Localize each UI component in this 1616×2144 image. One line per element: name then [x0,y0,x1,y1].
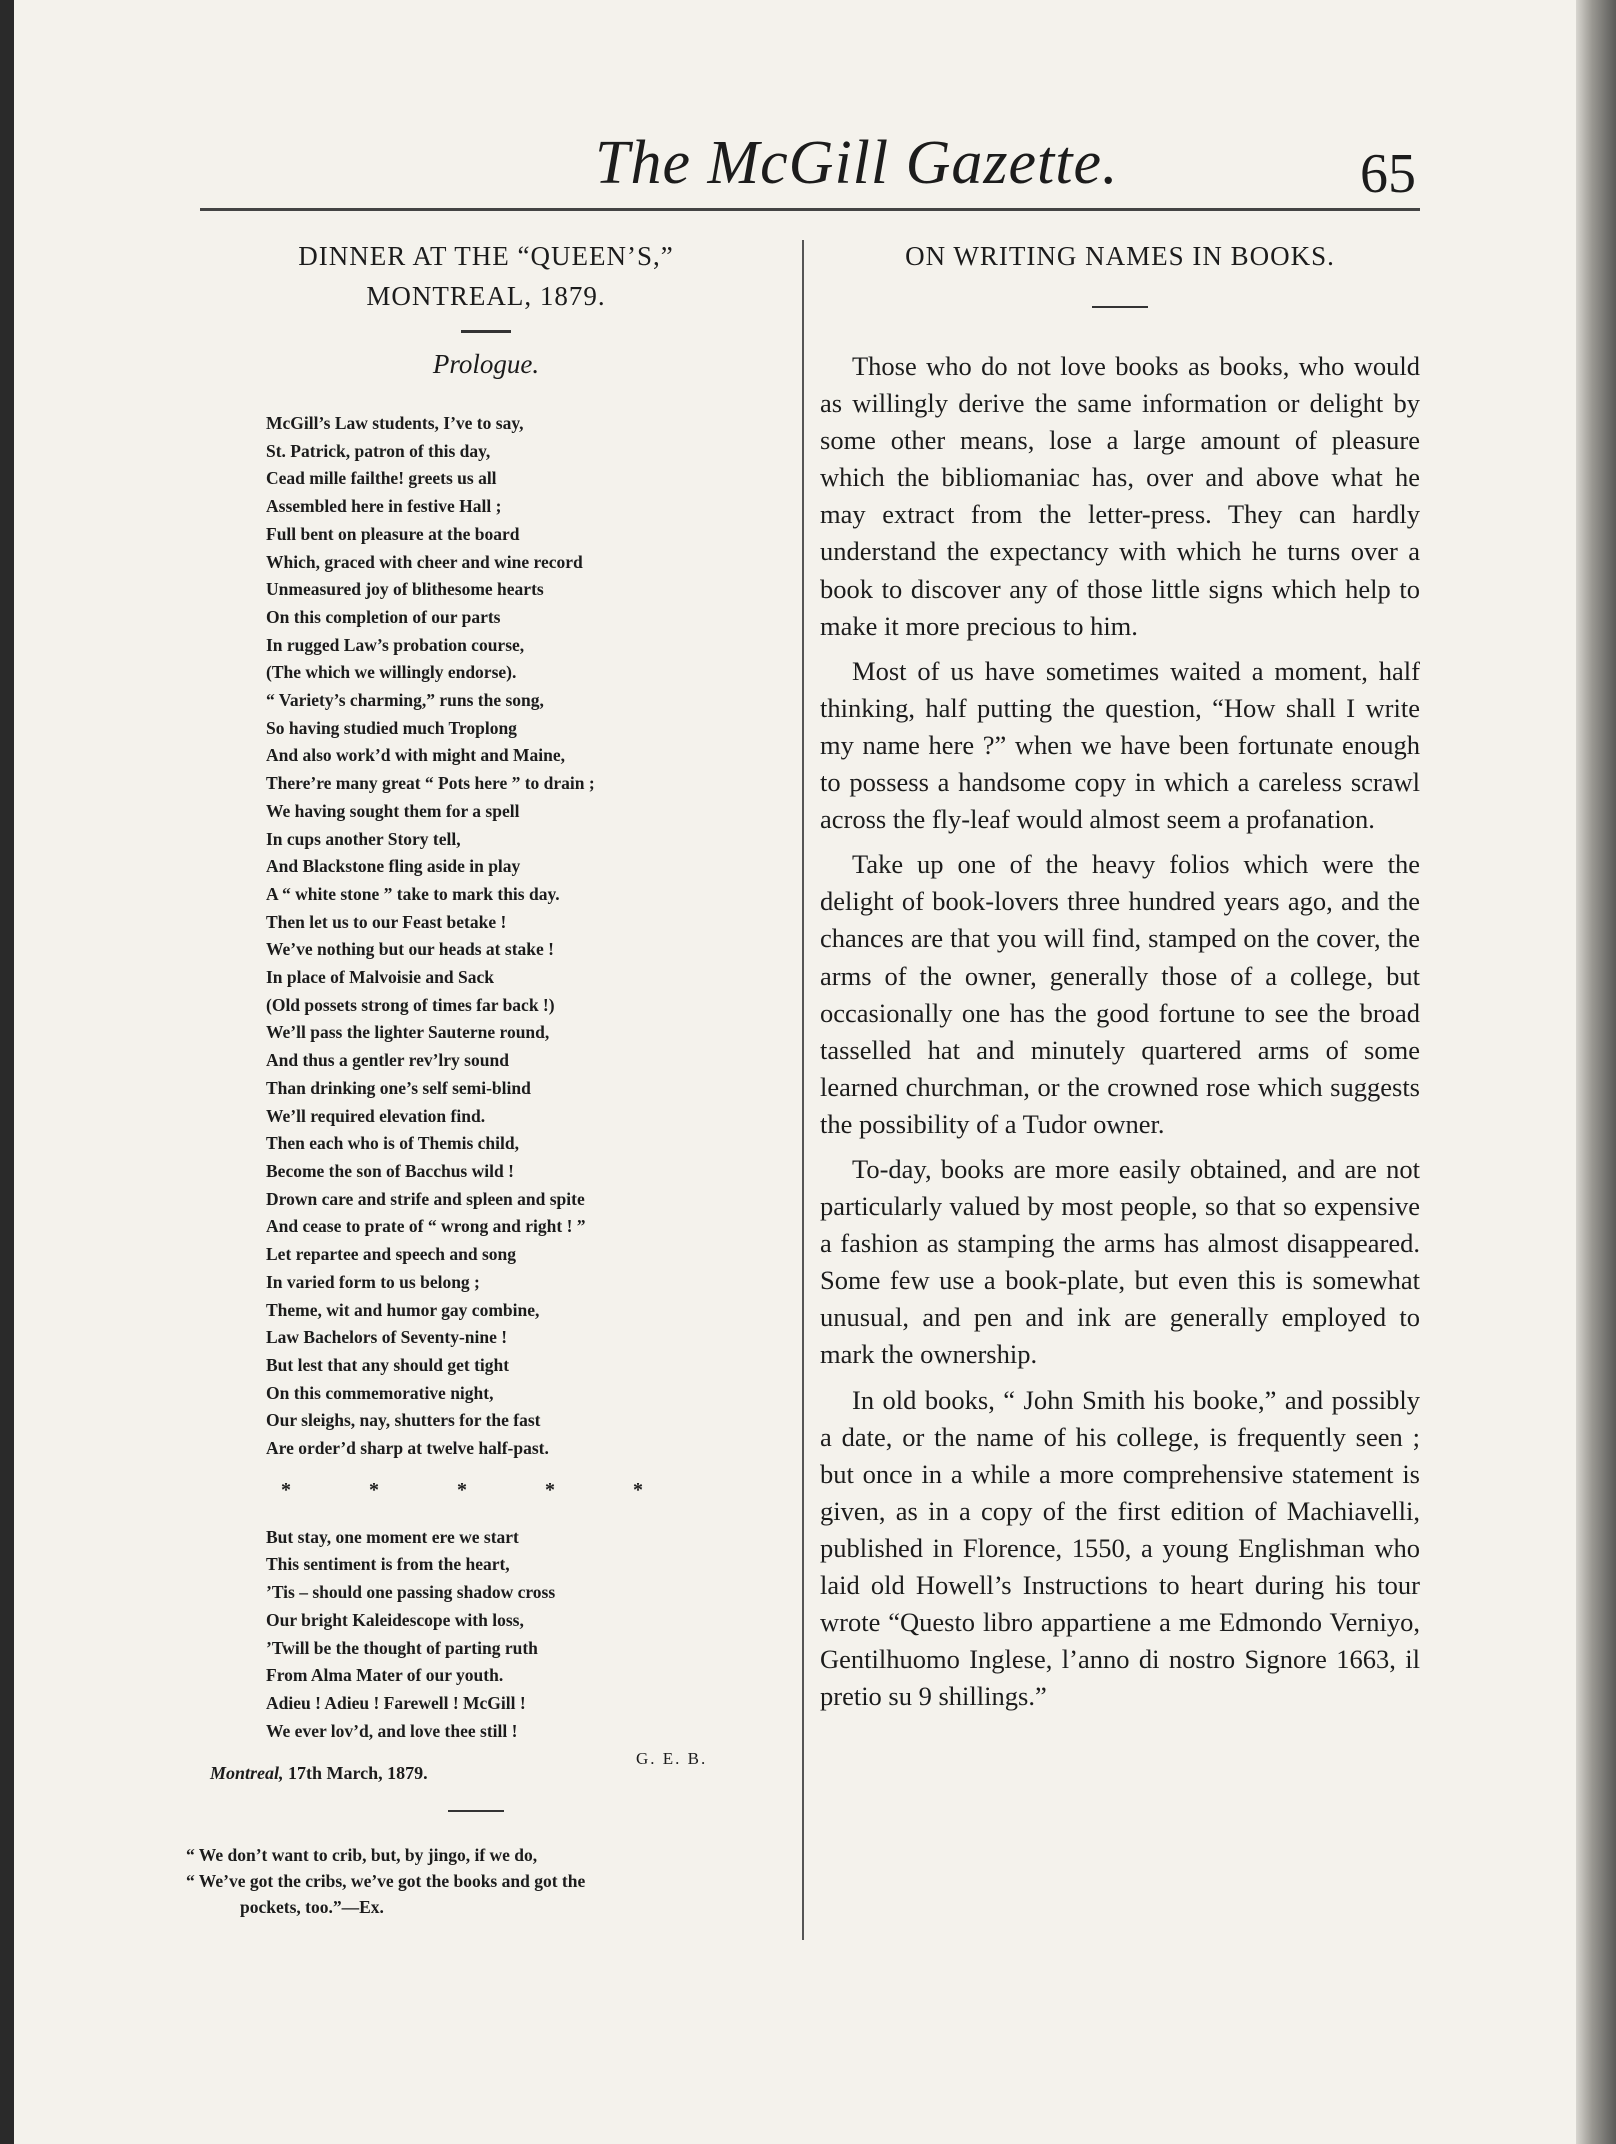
header-rule [200,208,1420,211]
poem-line: (Old possets strong of times far back !) [266,994,555,1015]
poem-line: Then each who is of Themis child, [266,1133,519,1154]
dateline-place: Montreal, [210,1763,284,1784]
poem-line: Our bright Kaleidescope with loss, [266,1609,524,1630]
title-rule [461,330,511,333]
poem-line: In varied form to us belong ; [266,1271,480,1292]
prologue-heading: Prologue. [432,349,540,379]
poem-line: But lest that any should get tight [266,1354,510,1375]
poem-line: We’ll pass the lighter Sauterne round, [266,1022,550,1043]
poem-line: Adieu ! Adieu ! Farewell ! McGill ! [266,1692,526,1713]
poem-line: We’ve nothing but our heads at stake ! [266,939,554,960]
poem-line: ’Tis – should one passing shadow cross [266,1582,556,1603]
poem-line: We ever lov’d, and love thee still ! [266,1720,518,1741]
poem-line: Theme, wit and humor gay combine, [266,1299,540,1320]
poem-line: We having sought them for a spell [266,800,520,821]
poem-line: Become the son of Bacchus wild ! [266,1160,514,1181]
poem-line: In rugged Law’s probation course, [266,634,525,655]
poem-line: But stay, one moment ere we start [266,1526,519,1547]
right-article [820,236,1420,1723]
poem-line: From Alma Mater of our youth. [266,1665,504,1686]
article-title: ON WRITING NAMES IN BOOKS. [905,241,1335,271]
page-number: 65 [1360,143,1416,205]
paragraph: In old books, “ John Smith his booke,” and possibly a date, or the name of his college, is frequently seen ; but once in a while a more comprehensive statement is given, as in a copy of the first edition of Machiavelli, published in Florence, 1550, a young Englishman who laid old Howell’s Instructions to heart during his tour wrote “Questo libro appartiene a me Edmondo Verniyo, Gentilhuomo Inglese, l’anno di nostro Signore 1663, il pretio su 9 shillings.” [820,1384,1420,1712]
star: * [633,1478,643,1501]
article-title-line1: DINNER AT THE “QUEEN’S,” [298,241,674,271]
poem-stanza-1 [266,410,786,1463]
poem-line: On this completion of our parts [266,606,501,627]
star: * [545,1478,555,1501]
epigraph-line: “ We don’t want to crib, but, by jingo, if we do, [186,1845,538,1866]
title-rule [1092,306,1148,308]
epigraph-line: pockets, too.”—Ex. [240,1897,384,1918]
paragraph: Those who do not love books as books, who would as willingly derive the same information or delight by some other means, lose a large amount of pleasure which the bibliomaniac has, over and above what he may extract from the letter-press. They can hardly understand the expectancy with which he turns over a book to discover any of those little signs which help to make it more precious to him. [820,351,1420,641]
poem-line: Then let us to our Feast betake ! [266,911,507,932]
article-title-line2: MONTREAL, 1879. [366,281,606,311]
left-article [186,236,786,1920]
poem-line: St. Patrick, patron of this day, [266,440,491,461]
poem-line: We’ll required elevation find. [266,1105,486,1126]
poem-line: And also work’d with might and Maine, [266,745,566,766]
poem-line: There’re many great “ Pots here ” to drain ; [266,773,595,794]
running-title: The McGill Gazette. [595,129,1119,197]
poem-line: (The which we willingly endorse). [266,662,517,683]
poem-line: “ Variety’s charming,” runs the song, [266,690,544,711]
page-header [200,128,1420,218]
poem-line: Cead mille failthe! greets us all [266,468,497,489]
poem-stanza-2 [266,1524,786,1746]
poem-line: And thus a gentler rev’lry sound [266,1050,509,1071]
section-break-stars [281,1479,786,1502]
poem-line: Drown care and strife and spleen and spite [266,1188,585,1209]
poem-line: And Blackstone fling aside in play [266,856,521,877]
poem-line: Full bent on pleasure at the board [266,523,520,544]
author-signature: G. E. B. [636,1749,708,1769]
poem-line: Are order’d sharp at twelve half-past. [266,1438,549,1459]
epigraph-line: “ We’ve got the cribs, we’ve got the books and got the [186,1871,586,1892]
page-edge-right [1576,0,1616,2144]
star: * [457,1478,467,1501]
poem-line: This sentiment is from the heart, [266,1554,510,1575]
article-body [820,348,1420,1715]
poem-line: In place of Malvoisie and Sack [266,967,495,988]
star: * [281,1478,291,1501]
paragraph: Take up one of the heavy folios which were the delight of book-lovers three hundred years ago, and the chances are that you will find, stamped on the cover, the arms of the owner, generally those of a college, but occasionally one has the good fortune to see the broad tasselled hat and minutely quartered arms of some learned churchman, or the crowned rose which suggests the possibility of a Tudor owner. [820,849,1420,1139]
poem-line: A “ white stone ” take to mark this day. [266,883,560,904]
paragraph: Most of us have sometimes waited a moment, half thinking, half putting the question, “How shall I write my name here ?” when we have been fortunate enough to possess a handsome copy in which a careless scrawl across the fly-leaf would almost seem a profanation. [820,655,1420,835]
poem-line: Which, graced with cheer and wine record [266,551,583,572]
poem-line: ’Twill be the thought of parting ruth [266,1637,538,1658]
poem-line: Our sleighs, nay, shutters for the fast [266,1410,541,1431]
dateline-date: 17th March, 1879. [288,1763,428,1784]
star: * [369,1478,379,1501]
poem-line: Than drinking one’s self semi-blind [266,1077,531,1098]
poem-line: So having studied much Troplong [266,717,517,738]
poem-line: Law Bachelors of Seventy-nine ! [266,1327,508,1348]
poem-line: In cups another Story tell, [266,828,461,849]
poem-line: And cease to prate of “ wrong and right ! ” [266,1216,586,1237]
page-edge-left [0,0,14,2144]
poem-line: McGill’s Law students, I’ve to say, [266,413,524,433]
paragraph: To-day, books are more easily obtained, and are not particularly valued by most people, so that so expensive a fashion as stamping the arms has almost disappeared. Some few use a book-plate, but even this is somewhat unusual, and pen and ink are generally employed to mark the ownership. [820,1153,1420,1370]
column-divider [802,240,804,1940]
poem-line: Unmeasured joy of blithesome hearts [266,579,544,600]
section-rule [448,1810,504,1812]
poem-line: Assembled here in festive Hall ; [266,496,502,517]
epigraph [186,1842,786,1920]
poem-line: Let repartee and speech and song [266,1244,517,1265]
poem-line: On this commemorative night, [266,1382,494,1403]
